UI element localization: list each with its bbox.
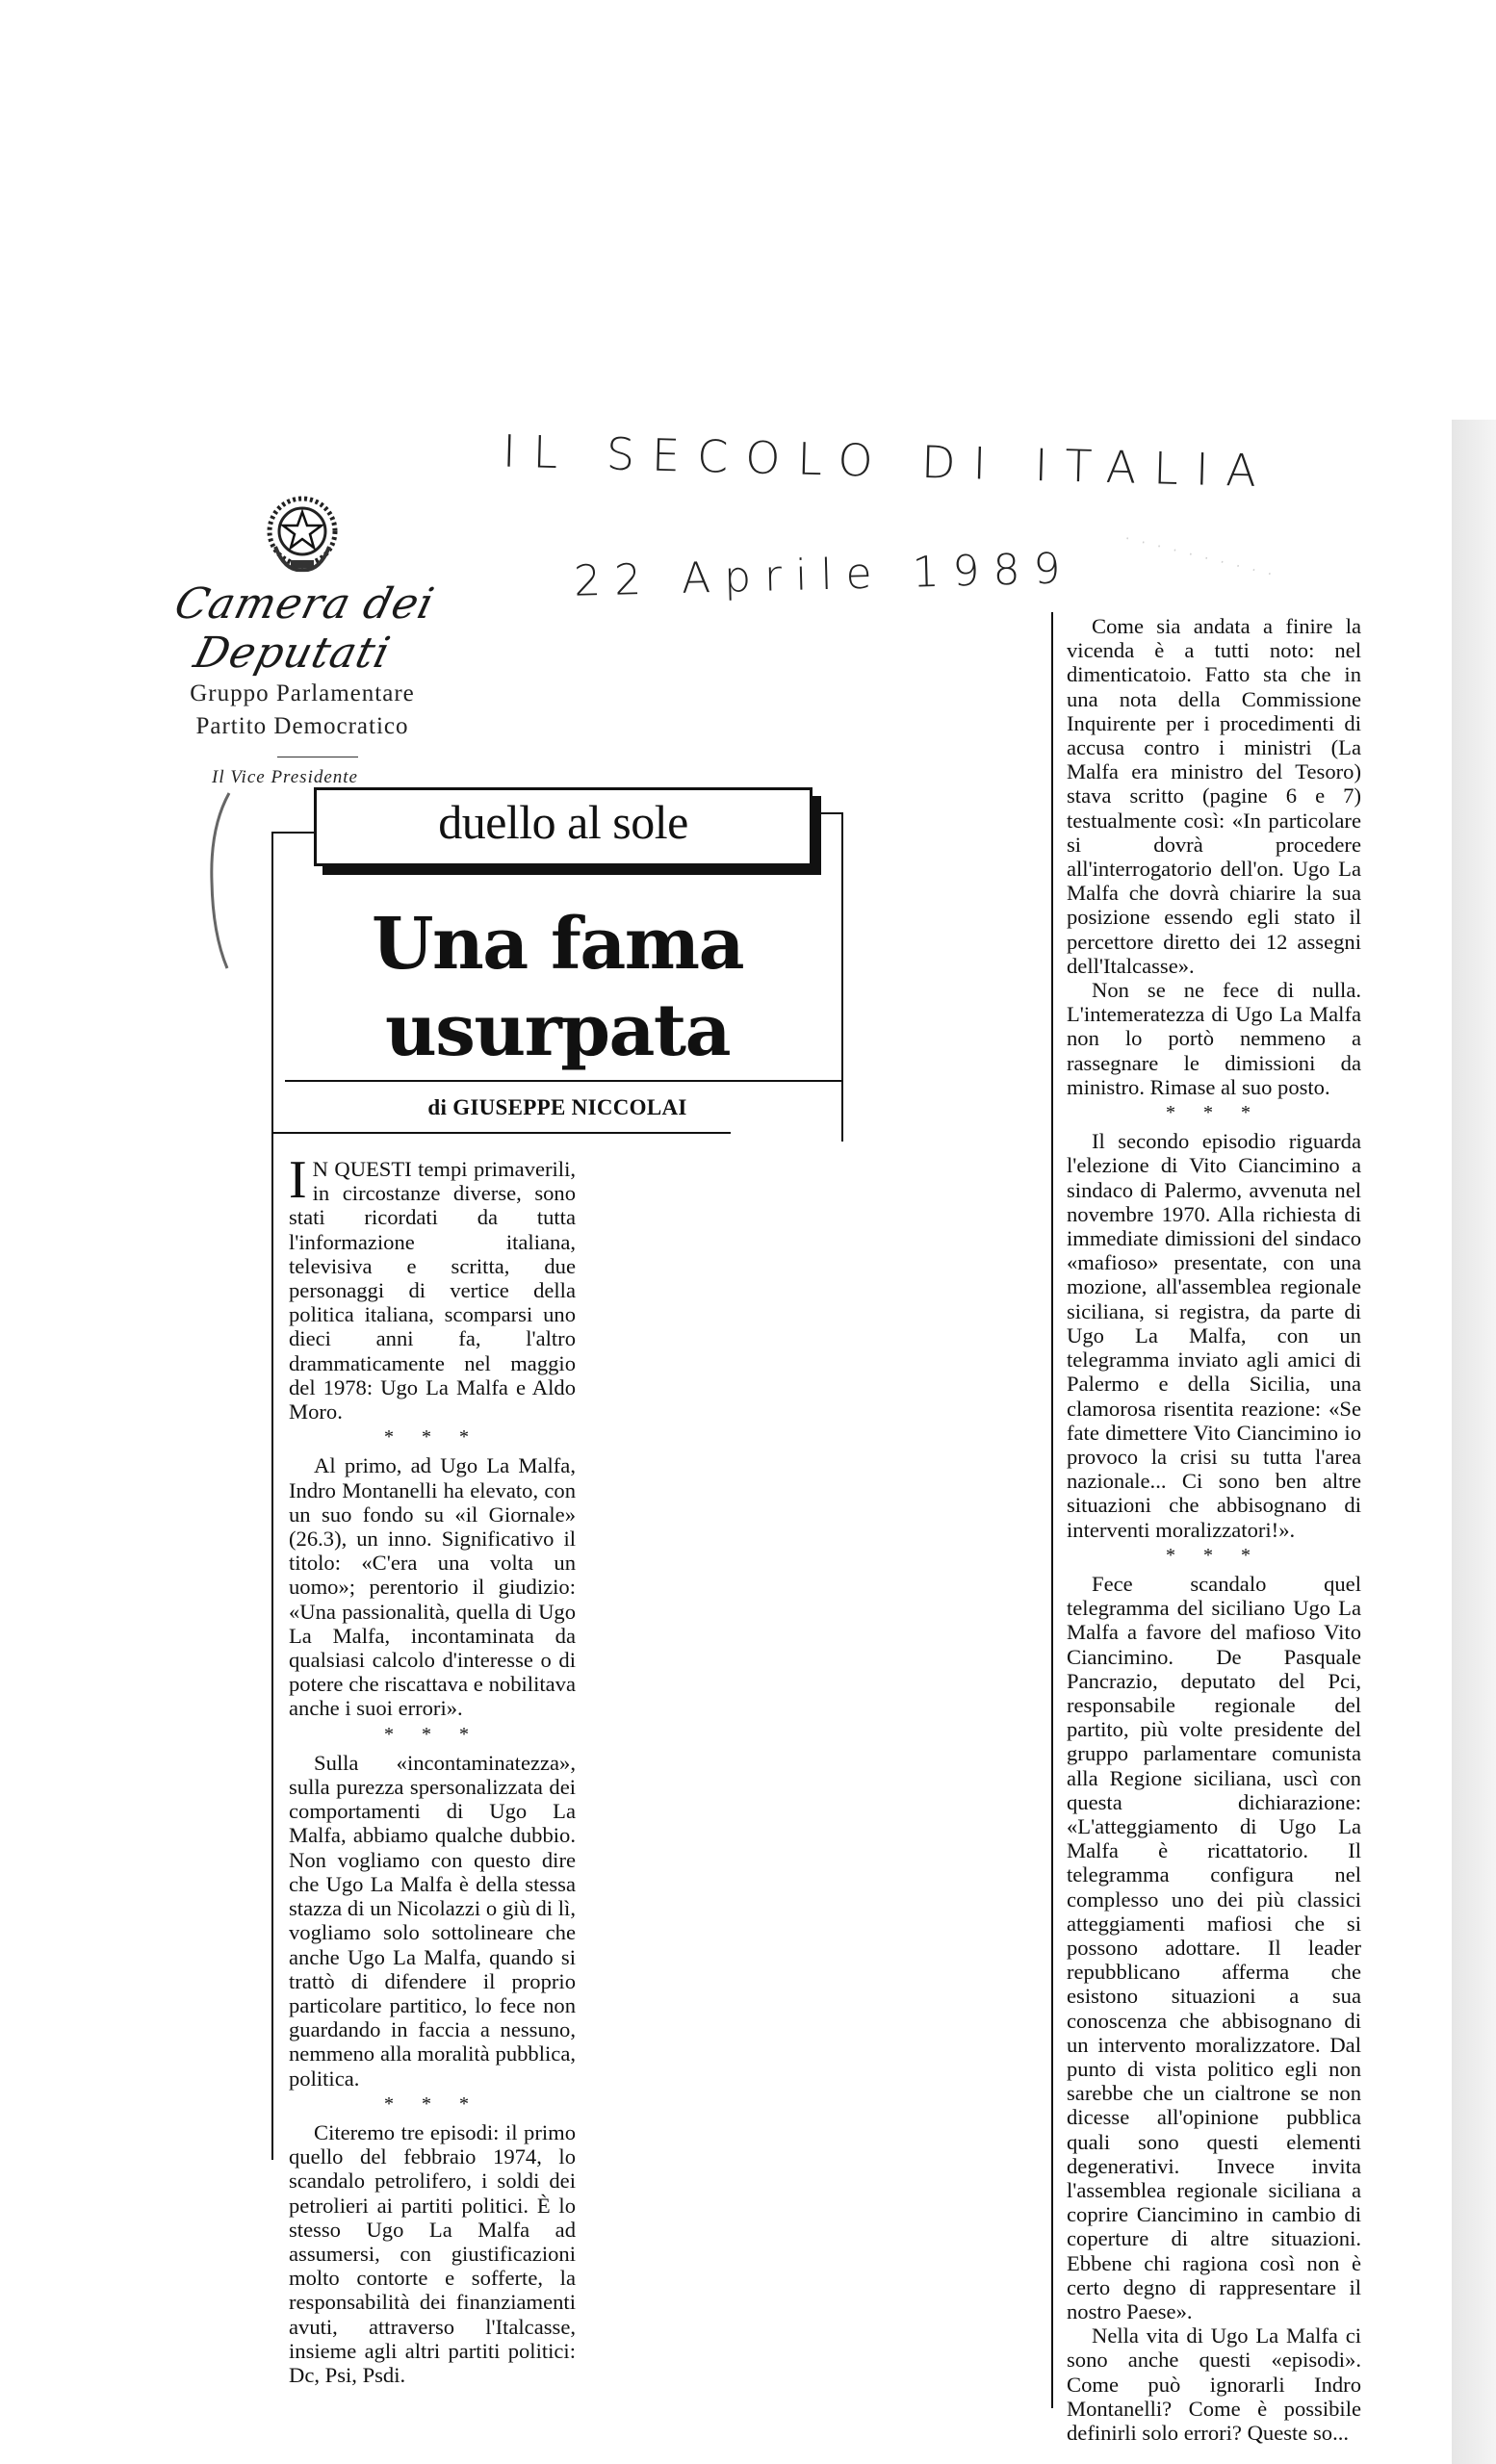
headline-rule [285, 1080, 841, 1082]
institution-name: Camera dei Deputati [169, 579, 440, 678]
headline-line-2: usurpata [384, 989, 731, 1072]
frame-line [271, 832, 314, 834]
handwritten-date: 22 Aprile 1989 [573, 544, 1075, 606]
faint-stamp-mark: · · · · · · · · · · [1122, 530, 1277, 584]
section-separator: * * * [384, 1426, 480, 1449]
group-line-1: Gruppo Parlamentare [190, 680, 415, 706]
pencil-bracket-mark [204, 789, 233, 972]
paragraph: Come sia andata a finire la vicenda è a tutti noto: nel dimenticatoio. Fatto sta che in una nota della Commissione Inquirente per i procedimenti di accusa contro i ministri (La Malfa era ministro del Tesoro) stava scritto (pagine 6 e 7) testualmente così: «In particolare si dovrà procedere all'interrogatorio dell'on. Ugo La Malfa che dovrà chiarire la sua posizione essendo egli stato il percettore diretto dei 12 assegni dell'Italcasse». [1067, 614, 1361, 978]
paragraph: Il secondo episodio riguarda l'elezione di Vito Ciancimino a sindaco di Palermo, avvenuta nel novembre 1970. Alla richiesta di immediate dimissioni del sindaco «mafioso» presentate, con una mozione, all'assemblea regionale siciliana, si registra, da parte di Ugo La Malfa, con un telegramma inviato agli amici di Palermo e della Sicilia, una clamorosa risentita reazione: «Se fate dimettere Vito Ciancimino io provoco la crisi su tutta l'area nazionale... Ci sono ben altre situazioni che abbisognano di interventi moralizzatori!». [1067, 1129, 1361, 1542]
paragraph: Al primo, ad Ugo La Malfa, Indro Montanelli ha elevato, con un suo fondo su «il Giornale» (26.3), un inno. Significativo il titolo: «C'era una volta un uomo»; perentorio il giudizio: «Una passionalità, quella di Ugo La Malfa, incontaminata da qualsiasi calcolo d'interesse o di potere che riscattava e nobilitava anche i suoi errori». [289, 1453, 576, 1721]
column-rule [1051, 612, 1053, 2408]
scanned-page-edge [1452, 420, 1496, 2464]
vice-president-label: Il Vice Presidente [212, 767, 358, 787]
article-byline: di GIUSEPPE NICCOLAI [427, 1095, 687, 1119]
group-line-2: Partito Democratico [195, 713, 409, 739]
paragraph: IN QUESTI tempi primaverili, in circostanze diverse, sono stati ricordati da tutta l'informazione italiana, televisiva e scritta, due personaggi di vertice della politica italiana, scomparsi uno dieci anni fa, l'altro drammaticamente nel maggio del 1978: Ugo La Malfa e Aldo Moro. [289, 1150, 576, 1424]
article-kicker: duello al sole [438, 795, 688, 849]
byline-rule [271, 1132, 731, 1134]
italian-emblem-icon [262, 489, 343, 578]
section-separator: * * * [384, 1723, 480, 1745]
paragraph: Non se ne fece di nulla. L'intemeratezza di Ugo La Malfa non lo portò nemmeno a rassegnare le dimissioni da ministro. Rimase al suo posto. [1067, 978, 1361, 1099]
section-separator: * * * [1166, 1544, 1262, 1566]
handwritten-source: IL SECOLO DI ITALIA [502, 424, 1275, 498]
article-left-column [289, 1150, 576, 2387]
letterhead [100, 489, 504, 788]
paragraph: Sulla «incontaminatezza», sulla purezza spersonalizzata dei comportamenti di Ugo La Malfa, abbiamo qualche dubbio. Non vogliamo con questo dire che Ugo La Malfa è della stessa stazza di un Nicolazzi o giù di lì, vogliamo solo sottolineare che anche Ugo La Malfa, quando si trattò di difendere il proprio particolare partitico, lo fece non guardando in faccia a nessuno, nemmeno alla moralità pubblica, politica. [289, 1750, 576, 2091]
paragraph: Nella vita di Ugo La Malfa ci sono anche questi «episodi». Come può ignorarli Indro Montanelli? Come è possibile definirli solo errori? Queste so... [1067, 2323, 1361, 2446]
paragraph: Fece scandalo quel telegramma del siciliano Ugo La Malfa a favore del mafioso Vito Ciancimino. De Pasquale Pancrazio, deputato del Pci, responsabile regionale del partito, più volte presidente del gruppo parlamentare comunista alla Regione siciliana, uscì con questa dichiarazione: «L'atteggiamento di Ugo La Malfa è ricattatorio. Il telegramma configura nel complesso uno dei più classici atteggiamenti mafiosi che si possono adottare. Il leader repubblicano afferma che esistono situazioni a sua conoscenza che abbisognano di un intervento moralizzatore. Dal punto di vista politico egli non sarebbe che un cialtrone se non dicesse all'opinione pubblica quali sono questi elementi degenerativi. Invece invita l'assemblea regionale siciliana a coprire Ciancimino in cambio di coperture di altre situazioni. Ebbene chi ragiona così non è certo degno di rappresentare il nostro Paese». [1067, 1571, 1361, 2324]
article-right-column [1067, 614, 1361, 2445]
section-separator: * * * [1166, 1102, 1262, 1124]
section-separator: * * * [384, 2092, 480, 2115]
kicker-box [314, 787, 812, 866]
headline-line-1: Una fama [371, 903, 744, 986]
article-headline [271, 901, 843, 1074]
paragraph: Citeremo tre episodi: il primo quello del febbraio 1974, lo scandalo petrolifero, i soldi dei petrolieri ai partiti politici. È lo stesso Ugo La Malfa ad assumersi, con giustificazioni molto contorte e sofferte, la responsabilità dei finanziamenti avuti, attraverso l'Italcasse, insieme agli altri partiti politici: Dc, Psi, Psdi. [289, 2119, 576, 2387]
frame-line [815, 812, 842, 814]
